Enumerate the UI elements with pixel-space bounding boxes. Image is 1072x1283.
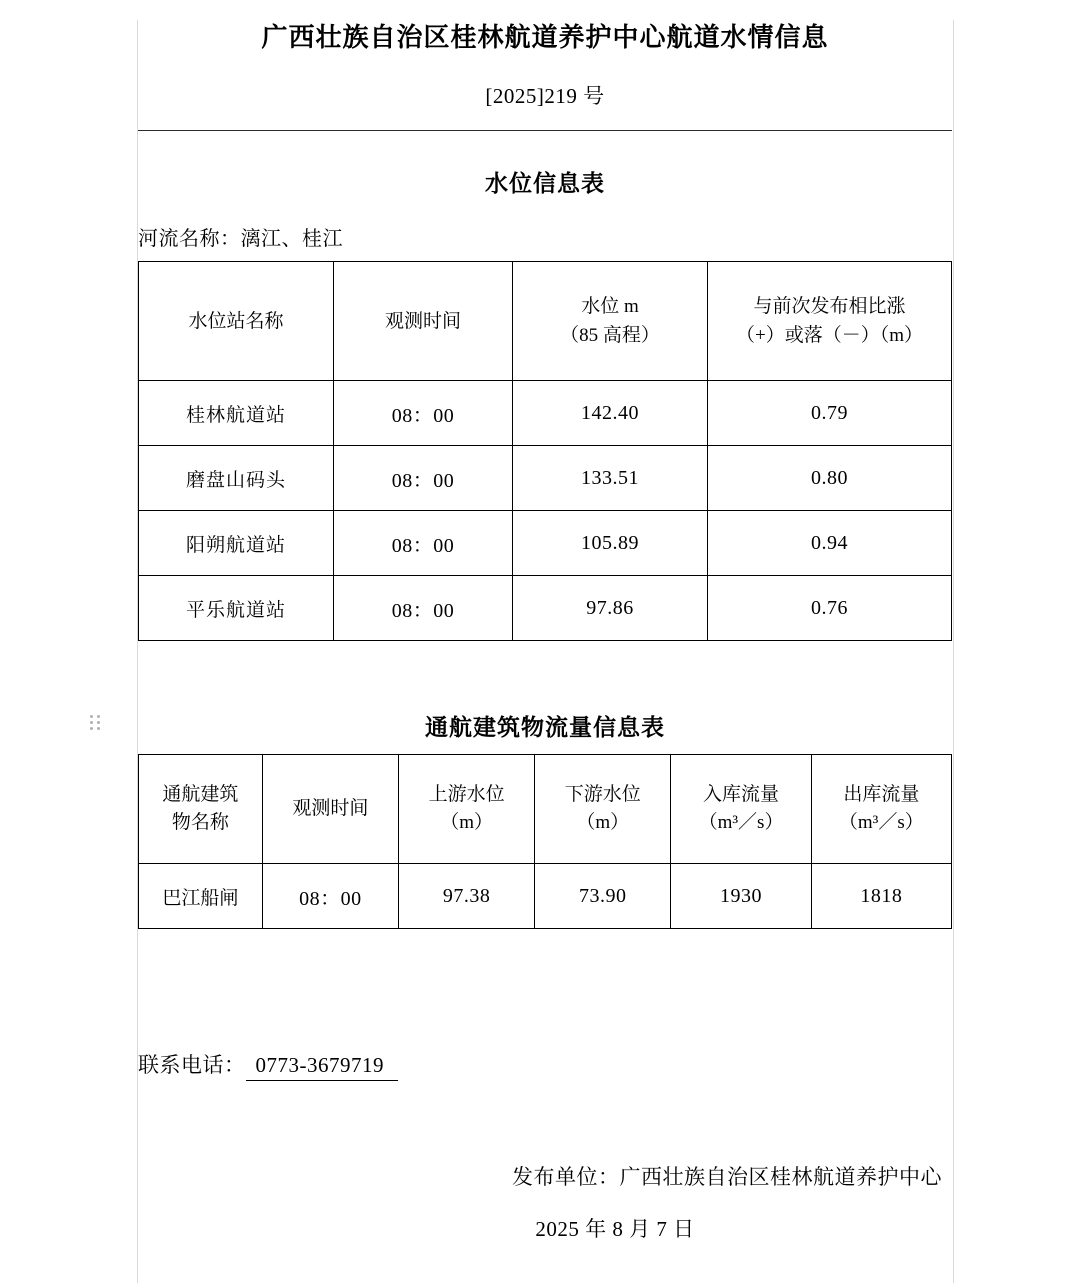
- column-header-time: 观测时间: [334, 262, 513, 381]
- column-header-upstream-line1: 上游水位: [428, 783, 505, 805]
- cell-lock-time: 08：00: [262, 864, 398, 929]
- column-header-change: [708, 262, 952, 381]
- cell-level: 133.51: [512, 446, 707, 511]
- lock-flow-table: [138, 754, 952, 929]
- cell-level: 142.40: [512, 381, 707, 446]
- column-header-inflow: [671, 755, 811, 864]
- column-header-level-line1: 水位 m: [581, 295, 639, 317]
- cell-time: 08：00: [334, 511, 513, 576]
- water-table-title: 水位信息表: [485, 171, 605, 197]
- document-body: [0, 20, 1072, 1283]
- page-title: 广西壮族自治区桂林航道养护中心航道水情信息: [261, 23, 829, 52]
- contact-line: [138, 1049, 952, 1081]
- column-header-level-line2: （85 高程）: [560, 325, 660, 347]
- cell-inflow: 1930: [671, 864, 811, 929]
- column-header-lock-time: 观测时间: [262, 755, 398, 864]
- table-row: [139, 511, 952, 576]
- column-header-upstream: [398, 755, 534, 864]
- cell-lock-name: 巴江船闸: [139, 864, 263, 929]
- cell-change: 0.80: [708, 446, 952, 511]
- column-header-downstream: [535, 755, 671, 864]
- cell-change: 0.76: [708, 576, 952, 641]
- table-header-row: [139, 755, 952, 864]
- column-header-outflow-line2: （m³／s）: [838, 812, 924, 834]
- column-header-inflow-line1: 入库流量: [703, 783, 780, 805]
- cell-time: 08：00: [334, 576, 513, 641]
- cell-level: 105.89: [512, 511, 707, 576]
- publish-date: 2025 年 8 月 7 日: [535, 1217, 695, 1242]
- publisher-line: 发布单位：广西壮族自治区桂林航道养护中心: [512, 1165, 942, 1190]
- header-divider: [138, 130, 952, 131]
- column-header-downstream-line2: （m）: [576, 812, 630, 834]
- river-name-label: 河流名称：漓江、桂江: [138, 228, 343, 251]
- column-header-change-line1: 与前次发布相比涨: [753, 295, 906, 317]
- column-header-inflow-line2: （m³／s）: [698, 812, 784, 834]
- column-header-downstream-line1: 下游水位: [564, 783, 641, 805]
- cell-station: 阳朔航道站: [139, 511, 334, 576]
- column-header-change-line2: （+）或落（－）（m）: [736, 325, 924, 347]
- table-row: [139, 381, 952, 446]
- water-level-table: [138, 261, 952, 641]
- table-row: [139, 576, 952, 641]
- drag-handle-icon[interactable]: [90, 715, 100, 731]
- cell-upstream: 97.38: [398, 864, 534, 929]
- column-header-lock-name-line2: 物名称: [171, 812, 229, 834]
- lock-table-title-text: 通航建筑物流量信息表: [425, 715, 665, 741]
- contact-phone-value: 0773-3679719: [246, 1053, 399, 1081]
- document-number: [2025]219 号: [485, 84, 605, 109]
- cell-outflow: 1818: [811, 864, 951, 929]
- column-header-level: [512, 262, 707, 381]
- cell-station: 磨盘山码头: [139, 446, 334, 511]
- cell-time: 08：00: [334, 381, 513, 446]
- cell-change: 0.79: [708, 381, 952, 446]
- cell-change: 0.94: [708, 511, 952, 576]
- cell-station: 桂林航道站: [139, 381, 334, 446]
- table-row: [139, 864, 952, 929]
- column-header-station: 水位站名称: [139, 262, 334, 381]
- column-header-lock-name-line1: 通航建筑: [162, 783, 239, 805]
- column-header-upstream-line2: （m）: [440, 812, 493, 834]
- cell-downstream: 73.90: [535, 864, 671, 929]
- lock-table-title: [138, 709, 952, 742]
- table-header-row: [139, 262, 952, 381]
- cell-level: 97.86: [512, 576, 707, 641]
- column-header-lock-name: [139, 755, 263, 864]
- column-header-outflow-line1: 出库流量: [843, 783, 920, 805]
- contact-label: 联系电话：: [138, 1053, 246, 1078]
- column-header-outflow: [811, 755, 951, 864]
- cell-time: 08：00: [334, 446, 513, 511]
- cell-station: 平乐航道站: [139, 576, 334, 641]
- table-row: [139, 446, 952, 511]
